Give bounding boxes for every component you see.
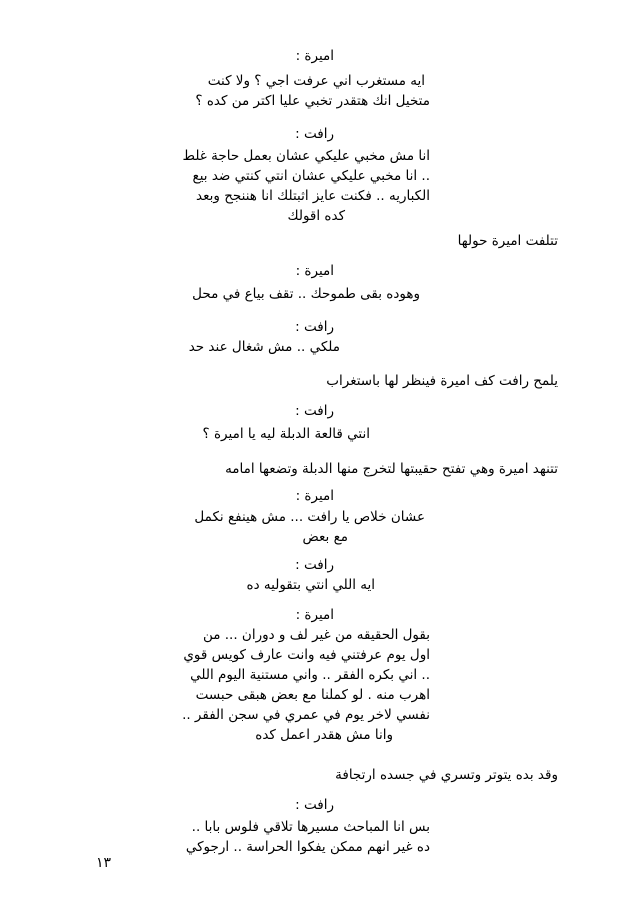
speaker-name: رافت : xyxy=(295,403,334,419)
action-line: تتنهد اميرة وهي تفتح حقيبتها لتخرج منها الدبلة وتضعها امامه xyxy=(225,461,558,477)
page-number: ١٣ xyxy=(96,855,112,871)
dialogue-line: انا مش مخبي عليكي عشان بعمل حاجة غلط xyxy=(182,148,430,164)
dialogue-line: بس انا المباحث مسيرها تلاقي فلوس بابا .. xyxy=(191,819,430,835)
dialogue-line: .. انا مخبي عليكي عشان انتي كنتي ضد بيع xyxy=(192,168,430,184)
dialogue-line: .. اني بكره الفقر .. واني مستنية اليوم اللي xyxy=(190,667,430,683)
speaker-name: رافت : xyxy=(295,557,334,573)
speaker-name: رافت : xyxy=(295,319,334,335)
speaker-name: اميرة : xyxy=(295,607,334,623)
dialogue-line: عشان خلاص يا رافت ... مش هينفع نكمل xyxy=(194,509,425,525)
speaker-name: رافت : xyxy=(295,797,334,813)
dialogue-line: ايه اللي انتي بتقوليه ده xyxy=(246,577,375,593)
dialogue-line: ده غير انهم ممكن يفكوا الحراسة .. ارجوكي xyxy=(185,839,430,855)
dialogue-line: كده اقولك xyxy=(287,208,345,224)
dialogue-line: ملكي .. مش شغال عند حد xyxy=(188,339,340,355)
dialogue-line: وهوده بقى طموحك .. تقف بياع في محل xyxy=(192,286,420,302)
dialogue-line: متخيل انك هتقدر تخبي عليا اكتر من كده ؟ xyxy=(195,93,430,109)
dialogue-line: الكباريه .. فكنت عايز اثبتلك انا هننجح وبعد xyxy=(196,188,430,204)
action-line: تتلفت اميرة حولها xyxy=(457,233,558,249)
dialogue-line: اول يوم عرفتني فيه وانت عارف كويس قوي xyxy=(183,647,430,663)
speaker-name: رافت : xyxy=(295,126,334,142)
speaker-name: اميرة : xyxy=(295,48,334,64)
dialogue-line: ايه مستغرب اني عرفت اجي ؟ ولا كنت xyxy=(207,73,425,89)
speaker-name: اميرة : xyxy=(295,488,334,504)
dialogue-line: مع بعض xyxy=(302,529,348,545)
dialogue-line: نفسي لاخر يوم في عمري في سجن الفقر .. xyxy=(182,707,430,723)
dialogue-line: اهرب منه . لو كملنا مع بعض هبقى حبست xyxy=(195,687,430,703)
action-line: وقد بده يتوتر وتسري في جسده ارتجافة xyxy=(335,767,558,783)
dialogue-line: انتي قالعة الدبلة ليه يا اميرة ؟ xyxy=(202,426,370,442)
dialogue-line: وانا مش هقدر اعمل كده xyxy=(255,727,393,743)
dialogue-line: بقول الحقيقه من غير لف و دوران ... من xyxy=(202,627,430,643)
speaker-name: اميرة : xyxy=(295,263,334,279)
action-line: يلمح رافت كف اميرة فينظر لها باستغراب xyxy=(326,373,558,389)
